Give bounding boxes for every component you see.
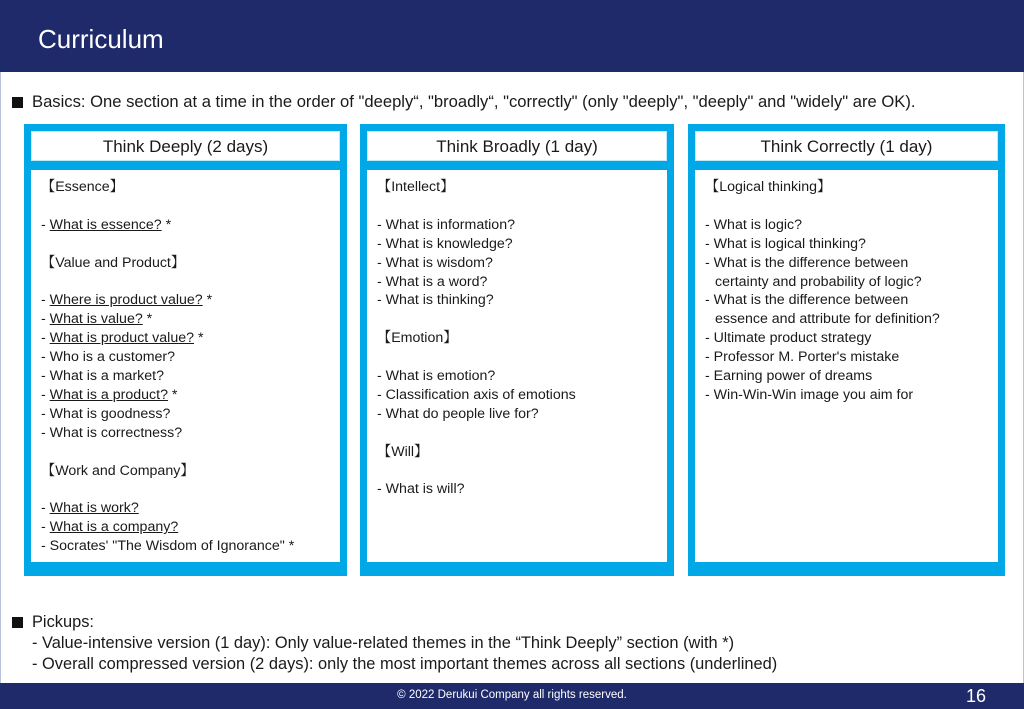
slide-footer bbox=[0, 683, 1024, 709]
item-text: - What is information? bbox=[377, 216, 515, 233]
column-body bbox=[31, 170, 340, 562]
item-text: - What is a market? bbox=[41, 368, 164, 385]
list-item bbox=[377, 216, 657, 235]
item-text: 【Will】 bbox=[377, 443, 429, 460]
list-item bbox=[41, 235, 330, 254]
list-item bbox=[41, 480, 330, 499]
item-text: - bbox=[41, 311, 50, 328]
item-text: - bbox=[41, 519, 50, 536]
pickups-section bbox=[12, 612, 777, 675]
list-item bbox=[705, 348, 988, 367]
list-item bbox=[41, 443, 330, 462]
item-text: 【Value and Product】 bbox=[41, 254, 186, 271]
column-body bbox=[695, 170, 998, 562]
item-text: - bbox=[41, 386, 50, 403]
column-title: Think Broadly (1 day) bbox=[367, 131, 667, 161]
list-item bbox=[705, 197, 988, 216]
item-text: - Professor M. Porter's mistake bbox=[705, 349, 900, 366]
item-text: * bbox=[202, 292, 213, 309]
item-text: - What is emotion? bbox=[377, 368, 496, 385]
list-item bbox=[377, 254, 657, 273]
item-text: - What do people live for? bbox=[377, 405, 539, 422]
list-item bbox=[705, 178, 988, 197]
underlined-text: What is work? bbox=[49, 500, 139, 517]
list-item bbox=[41, 386, 330, 405]
item-text: - What is correctness? bbox=[41, 424, 183, 441]
underlined-text: What is value? bbox=[49, 311, 143, 328]
pickup-item: - Overall compressed version (2 days): only the most important themes across all sections (underlined) bbox=[32, 655, 778, 673]
underlined-text: What is a product? bbox=[49, 386, 168, 403]
list-item bbox=[377, 310, 657, 329]
list-item bbox=[377, 386, 657, 405]
item-text: 【Work and Company】 bbox=[41, 462, 195, 479]
slide-title: Curriculum bbox=[38, 24, 164, 54]
list-item bbox=[377, 178, 657, 197]
list-item bbox=[705, 273, 988, 292]
list-item bbox=[41, 254, 330, 273]
item-text: certainty and probability of logic? bbox=[715, 273, 922, 290]
list-item bbox=[41, 291, 330, 310]
list-item bbox=[377, 348, 657, 367]
list-item bbox=[705, 367, 988, 386]
item-text: - What is logic? bbox=[705, 216, 802, 233]
list-item bbox=[41, 405, 330, 424]
item-text: - Socrates' "The Wisdom of Ignorance" * bbox=[41, 538, 295, 555]
list-item bbox=[41, 518, 330, 537]
item-text: - bbox=[41, 292, 50, 309]
item-text: - Win-Win-Win image you aim for bbox=[705, 386, 914, 403]
item-text: - What is logical thinking? bbox=[705, 235, 866, 252]
list-item bbox=[41, 537, 330, 556]
list-item bbox=[705, 329, 988, 348]
item-text: 【Intellect】 bbox=[377, 179, 455, 195]
item-text: * bbox=[161, 216, 172, 233]
list-item bbox=[41, 178, 330, 197]
underlined-text: What is essence? bbox=[49, 216, 162, 233]
list-item bbox=[41, 348, 330, 367]
list-item bbox=[41, 424, 330, 443]
column-body bbox=[367, 170, 667, 562]
item-text: 【Emotion】 bbox=[377, 330, 458, 347]
item-text: - Who is a customer? bbox=[41, 349, 176, 366]
list-item bbox=[41, 310, 330, 329]
list-item bbox=[377, 235, 657, 254]
item-text: - bbox=[41, 330, 50, 347]
list-item bbox=[705, 235, 988, 254]
list-item bbox=[41, 273, 330, 292]
list-item bbox=[41, 329, 330, 348]
item-text: - What is the difference between bbox=[705, 254, 909, 271]
page-number: 16 bbox=[965, 686, 986, 706]
pickups-heading: Pickups: bbox=[32, 613, 94, 631]
item-text: 【Logical thinking】 bbox=[705, 179, 832, 195]
item-text: - What is thinking? bbox=[377, 292, 494, 309]
pickup-item: - Value-intensive version (1 day): Only value-related themes in the “Think Deeply” section (with *) bbox=[32, 634, 735, 652]
item-text: * bbox=[167, 386, 178, 403]
underlined-text: What is a company? bbox=[49, 519, 179, 536]
column-think-correctly bbox=[688, 124, 1005, 576]
square-bullet-icon bbox=[12, 97, 23, 108]
item-text: essence and attribute for definition? bbox=[715, 311, 940, 328]
list-item bbox=[377, 291, 657, 310]
list-item bbox=[377, 405, 657, 424]
list-item bbox=[377, 197, 657, 216]
basics-line bbox=[12, 92, 915, 112]
column-think-deeply bbox=[24, 124, 347, 576]
list-item bbox=[377, 443, 657, 462]
slide-header bbox=[0, 0, 1024, 72]
item-text: - Ultimate product strategy bbox=[705, 330, 872, 347]
list-item bbox=[377, 273, 657, 292]
list-item bbox=[377, 367, 657, 386]
item-text: * bbox=[194, 330, 204, 347]
item-text: - What is will? bbox=[377, 481, 465, 498]
list-item bbox=[377, 329, 657, 348]
list-item bbox=[377, 424, 657, 443]
list-item bbox=[41, 499, 330, 518]
item-text: - What is knowledge? bbox=[377, 235, 513, 252]
list-item bbox=[705, 310, 988, 329]
list-item bbox=[41, 197, 330, 216]
item-text: 【Essence】 bbox=[41, 179, 124, 195]
underlined-text: What is product value? bbox=[49, 330, 194, 347]
item-text: - What is goodness? bbox=[41, 405, 171, 422]
copyright-text: © 2022 Derukui Company all rights reserved. bbox=[397, 689, 627, 701]
list-item bbox=[705, 216, 988, 235]
underlined-text: Where is product value? bbox=[49, 292, 203, 309]
column-title: Think Deeply (2 days) bbox=[31, 131, 340, 161]
list-item bbox=[377, 480, 657, 499]
column-think-broadly bbox=[360, 124, 674, 576]
list-item bbox=[705, 386, 988, 405]
list-item bbox=[705, 291, 988, 310]
basics-text: Basics: One section at a time in the order of "deeply“, "broadly“, "correctly" (only "deeply", "deeply" and "widely" are OK). bbox=[32, 92, 916, 111]
list-item bbox=[41, 367, 330, 386]
list-item bbox=[41, 462, 330, 481]
item-text: - Earning power of dreams bbox=[705, 368, 873, 385]
square-bullet-icon bbox=[12, 617, 23, 628]
list-item bbox=[705, 254, 988, 273]
column-title: Think Correctly (1 day) bbox=[695, 131, 998, 161]
item-text: - What is a word? bbox=[377, 273, 488, 290]
list-item bbox=[41, 216, 330, 235]
item-text: - bbox=[41, 500, 50, 517]
item-text: - What is the difference between bbox=[705, 292, 909, 309]
item-text: - Classification axis of emotions bbox=[377, 386, 576, 403]
item-text: - bbox=[41, 216, 50, 233]
item-text: * bbox=[142, 311, 153, 328]
list-item bbox=[377, 462, 657, 481]
item-text: - What is wisdom? bbox=[377, 254, 493, 271]
